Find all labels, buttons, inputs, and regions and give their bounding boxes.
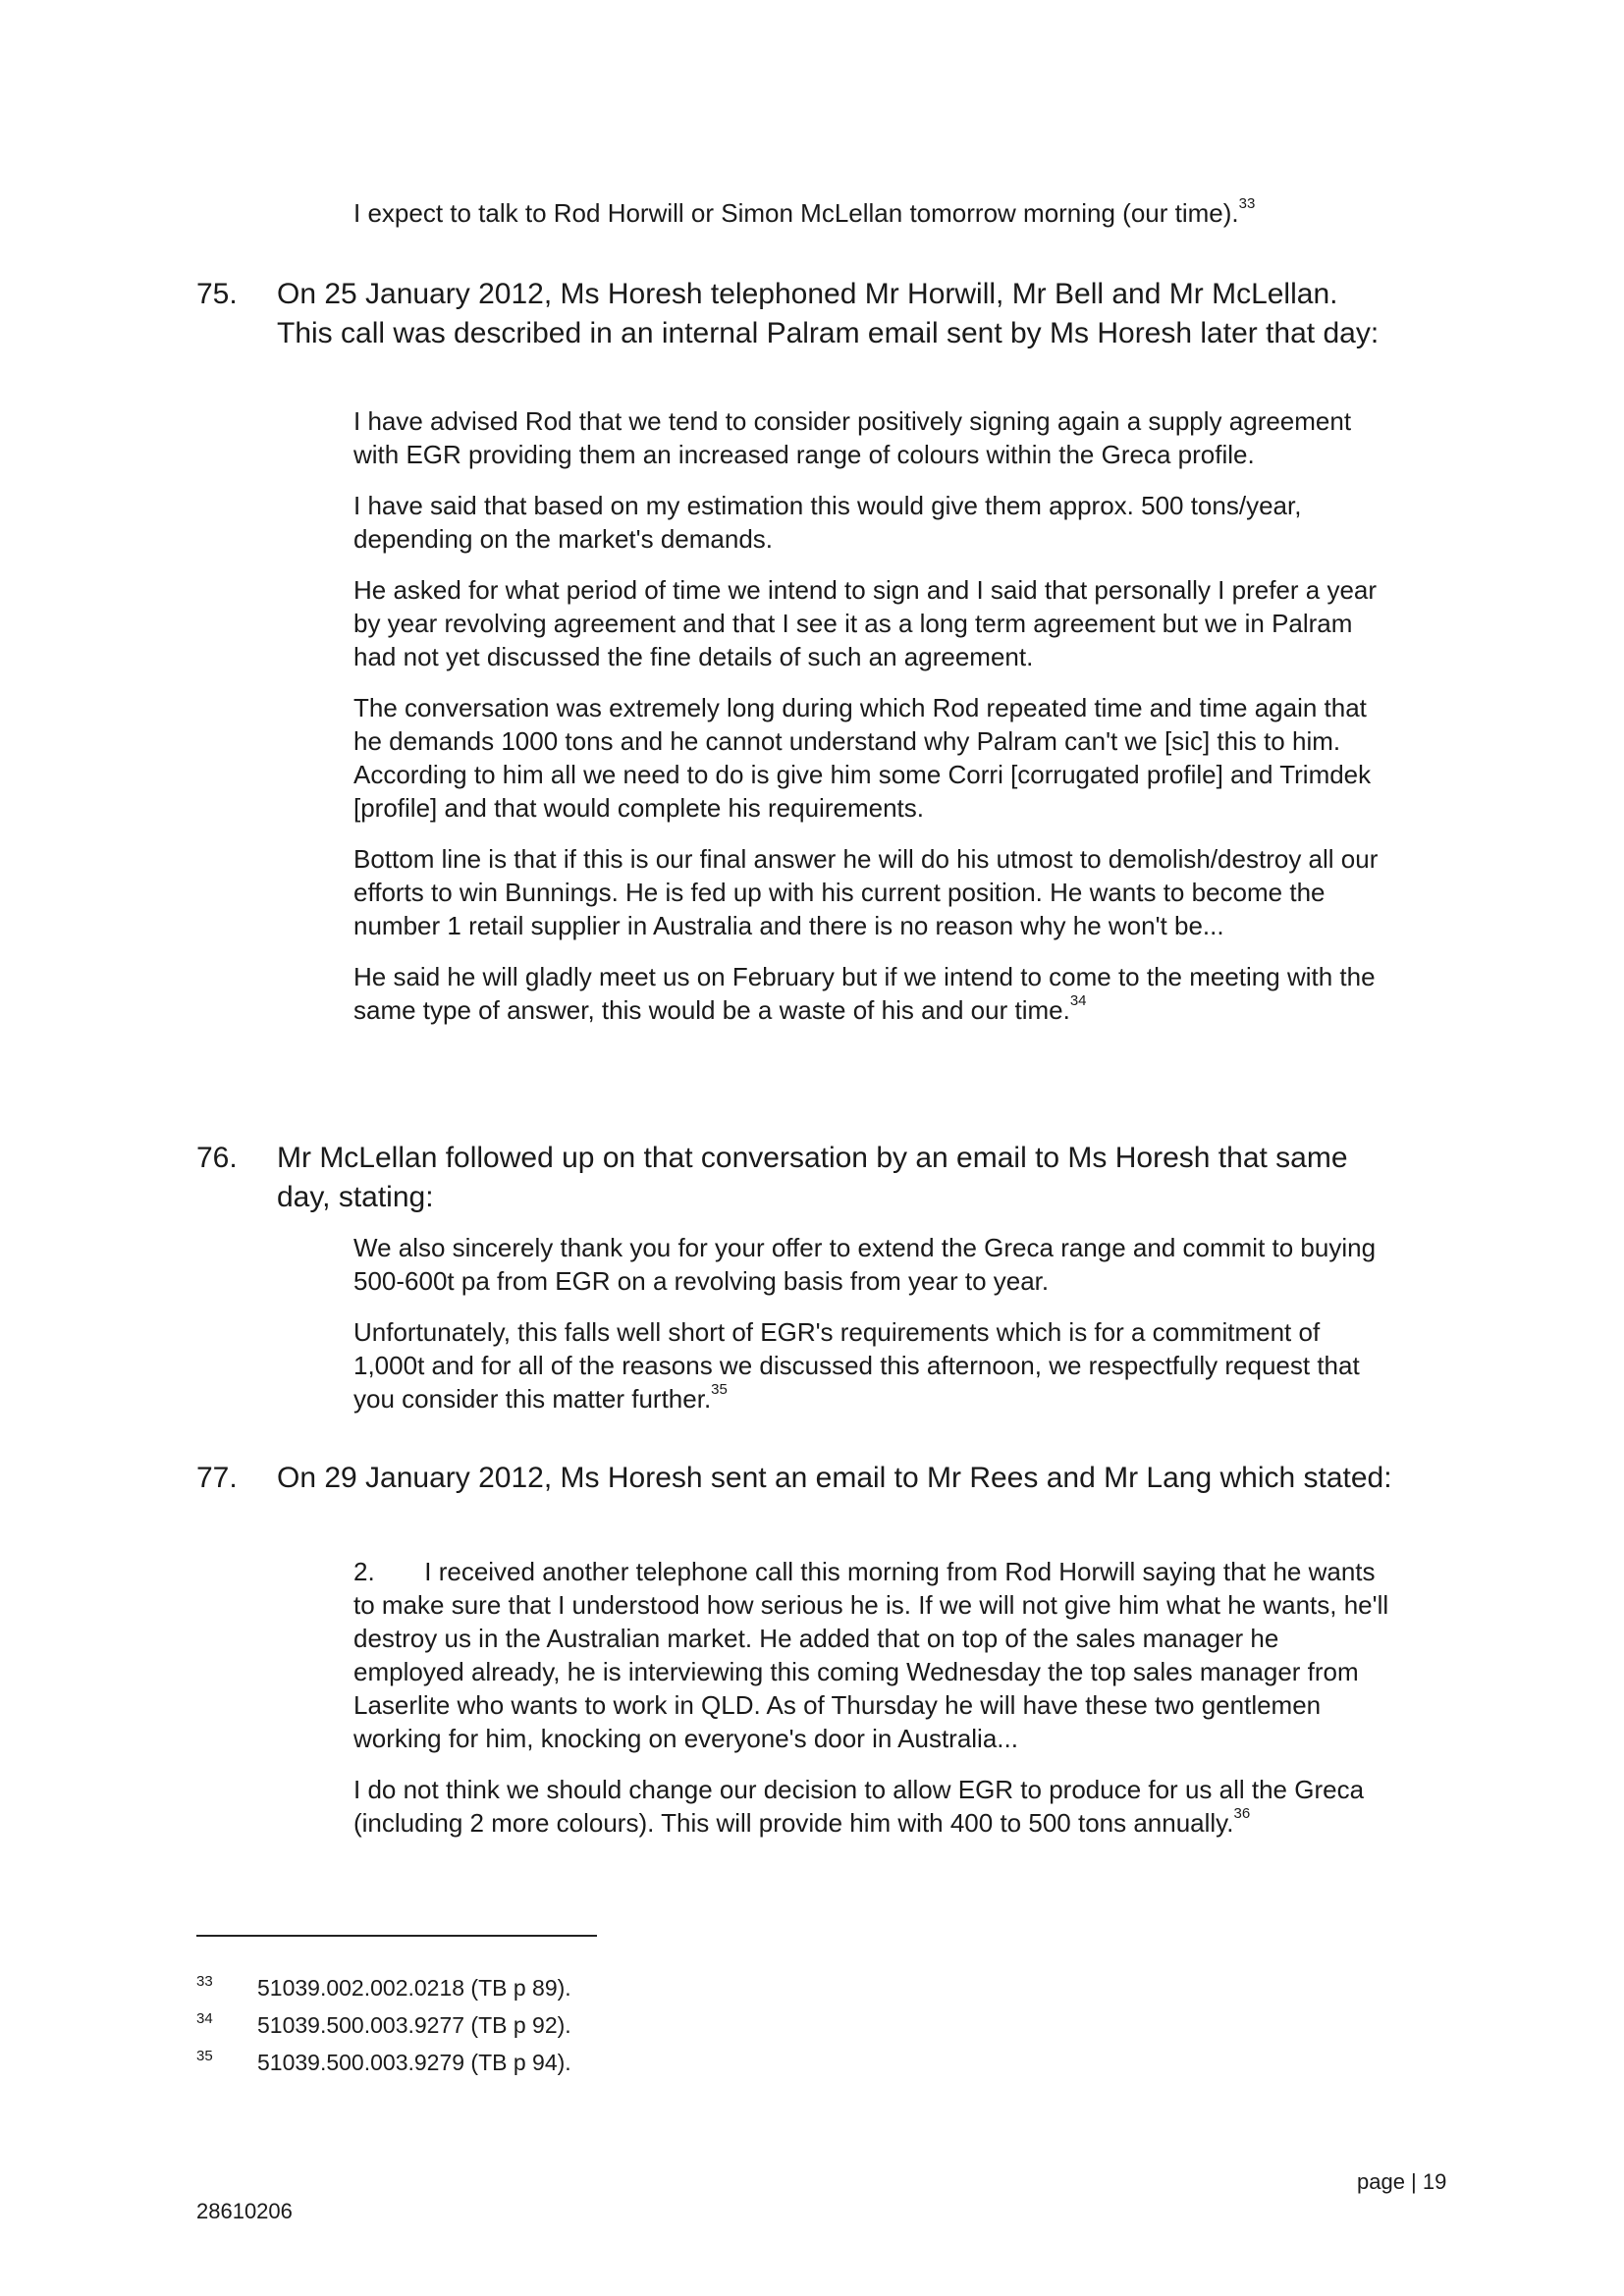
quote-paragraph xyxy=(353,691,1394,825)
quote-text: The conversation was extremely long during which Rod repeated time and time again that he demands 1000 tons and he cannot understand why Palram can't we [sic] this to him. According to him all we need to do is give him some Corri [corrugated profile] and Trimdek [profile] and that would complete his requirements. xyxy=(353,693,1372,823)
footnote-ref: 34 xyxy=(1069,992,1087,1010)
quote-text: 2. I received another telephone call this morning from Rod Horwill saying that he wants to make sure that I understood how serious he is. If we will not give him what he wants, he'll destroy us in the Australian market. He added that on top of the sales manager he employed already, he is interviewing this coming Wednesday the top sales manager from Laserlite who wants to work in QLD. As of Thursday he will have these two gentlemen working for him, knocking on everyone's door in Australia... xyxy=(353,1557,1389,1753)
quote-text: I expect to talk to Rod Horwill or Simon McLellan tomorrow morning (our time). xyxy=(353,198,1239,228)
quote-text: I have said that based on my estimation this would give them approx. 500 tons/year, depending on the market's demands. xyxy=(353,491,1302,554)
footnote-separator xyxy=(196,1935,597,1937)
quote-text: Bottom line is that if this is our final answer he will do his utmost to demolish/destroy all our efforts to win Bunnings. He is fed up with his current position. He wants to become the number 1 retail supplier in Australia and there is no reason why he won't be... xyxy=(353,844,1379,940)
footnote xyxy=(196,2010,571,2040)
quote-paragraph xyxy=(353,196,1394,230)
footnote-ref: 33 xyxy=(1238,195,1256,213)
footnote-ref: 35 xyxy=(711,1381,728,1399)
paragraph-77 xyxy=(196,1459,1394,1498)
top-quote xyxy=(353,196,1394,247)
quote-text: I have advised Rod that we tend to consider positively signing again a supply agreement with EGR providing them an increased range of colours within the Greca profile. xyxy=(353,406,1352,469)
footnote xyxy=(196,2048,571,2077)
footnote-number: 35 xyxy=(196,2048,213,2064)
quote-text: He said he will gladly meet us on February but if we intend to come to the meeting with the same type of answer, this would be a waste of his and our time. xyxy=(353,962,1376,1025)
paragraph-number: 75. xyxy=(196,278,238,310)
quote-paragraph xyxy=(353,1773,1394,1840)
quote-paragraph xyxy=(353,1315,1394,1415)
quote-75 xyxy=(353,404,1394,1044)
quote-paragraph xyxy=(353,842,1394,942)
footnote xyxy=(196,1973,571,2002)
quote-paragraph xyxy=(353,404,1394,471)
quote-paragraph xyxy=(353,960,1394,1027)
quote-paragraph xyxy=(353,1555,1394,1755)
quote-text: We also sincerely thank you for your offer to extend the Greca range and commit to buying 500-600t pa from EGR on a revolving basis from year to year. xyxy=(353,1233,1377,1296)
footnote-text: 51039.002.002.0218 (TB p 89). xyxy=(257,1975,571,2001)
quote-paragraph xyxy=(353,489,1394,556)
paragraph-text: Mr McLellan followed up on that conversation by an email to Ms Horesh that same day, stating: xyxy=(277,1142,1348,1213)
quote-text: Unfortunately, this falls well short of EGR's requirements which is for a commitment of 1,000t and for all of the reasons we discussed this afternoon, we respectfully request that you consider this matter further. xyxy=(353,1317,1360,1414)
footnote-number: 33 xyxy=(196,1973,213,1990)
paragraph-76 xyxy=(196,1139,1394,1217)
footnote-number: 34 xyxy=(196,2010,213,2027)
page-number: page | 19 xyxy=(1357,2169,1447,2194)
paragraph-text: On 29 January 2012, Ms Horesh sent an email to Mr Rees and Mr Lang which stated: xyxy=(277,1462,1392,1494)
quote-text: He asked for what period of time we intend to sign and I said that personally I prefer a year by year revolving agreement and that I see it as a long term agreement but we in Palram had not yet discussed the fine details of such an agreement. xyxy=(353,575,1378,671)
footnote-ref: 36 xyxy=(1233,1805,1251,1823)
quote-paragraph xyxy=(353,1231,1394,1298)
quote-77 xyxy=(353,1555,1394,1857)
paragraph-75 xyxy=(196,275,1394,353)
footnote-text: 51039.500.003.9279 (TB p 94). xyxy=(257,2050,571,2075)
paragraph-number: 76. xyxy=(196,1142,238,1174)
quote-76 xyxy=(353,1231,1394,1433)
paragraph-text: On 25 January 2012, Ms Horesh telephoned Mr Horwill, Mr Bell and Mr McLellan. This call was described in an internal Palram email sent by Ms Horesh later that day: xyxy=(277,278,1380,349)
quote-text: I do not think we should change our decision to allow EGR to produce for us all the Greca (including 2 more colours). This will provide him with 400 to 500 tons annually. xyxy=(353,1775,1365,1838)
quote-paragraph xyxy=(353,573,1394,673)
footnote-text: 51039.500.003.9277 (TB p 92). xyxy=(257,2012,571,2038)
paragraph-number: 77. xyxy=(196,1462,238,1494)
document-id: 28610206 xyxy=(196,2199,293,2223)
